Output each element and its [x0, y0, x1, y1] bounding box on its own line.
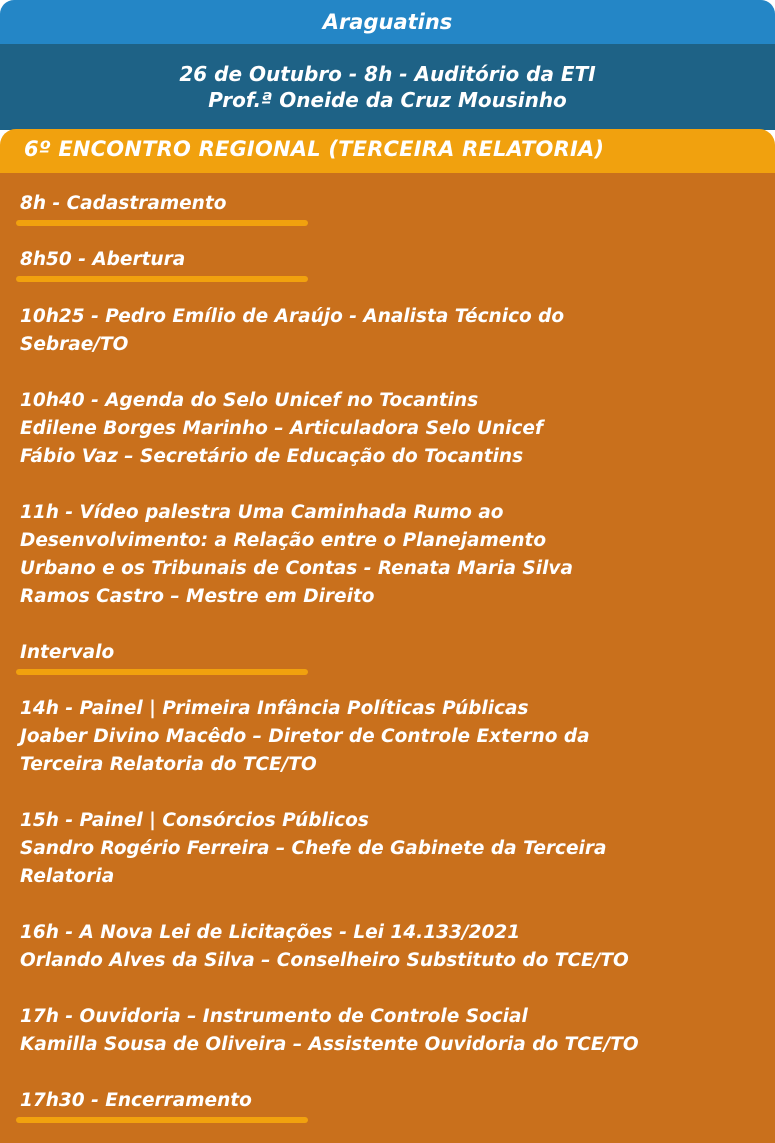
city-name: Araguatins — [322, 10, 453, 34]
item-underline — [16, 276, 308, 282]
event-info — [0, 44, 775, 130]
schedule-line: 17h30 - Encerramento — [20, 1090, 252, 1111]
schedule-line: Urbano e os Tribunais de Contas - Renata Maria Silva — [20, 558, 573, 579]
city-header — [0, 0, 775, 44]
schedule-line: Intervalo — [20, 642, 115, 663]
schedule-item — [20, 639, 765, 667]
schedule-line: 15h - Painel | Consórcios Públicos — [20, 810, 369, 831]
schedule-line: Fábio Vaz – Secretário de Educação do Tocantins — [20, 446, 524, 467]
item-underline — [16, 1117, 308, 1123]
schedule-line: Edilene Borges Marinho – Articuladora Selo Unicef — [20, 418, 544, 439]
schedule-item — [20, 387, 765, 471]
schedule-item — [20, 246, 765, 274]
schedule-line: 8h - Cadastramento — [20, 193, 227, 214]
schedule-line: Ramos Castro – Mestre em Direito — [20, 586, 375, 607]
schedule-line: Sandro Rogério Ferreira – Chefe de Gabinete da Terceira — [20, 838, 607, 859]
schedule-line: 14h - Painel | Primeira Infância Políticas Públicas — [20, 698, 529, 719]
schedule-line: Relatoria — [20, 866, 115, 887]
schedule-item — [20, 695, 765, 779]
item-underline — [16, 669, 308, 675]
schedule-line: Orlando Alves da Silva – Conselheiro Substituto do TCE/TO — [20, 950, 629, 971]
event-date-location: 26 de Outubro - 8h - Auditório da ETI — [179, 62, 596, 86]
schedule-line: Joaber Divino Macêdo – Diretor de Controle Externo da — [20, 726, 590, 747]
schedule-line: 16h - A Nova Lei de Licitações - Lei 14.133/2021 — [20, 922, 521, 943]
schedule-item — [20, 303, 765, 359]
item-underline — [16, 220, 308, 226]
schedule-line: Terceira Relatoria do TCE/TO — [20, 754, 317, 775]
schedule-item — [20, 919, 765, 975]
schedule-item — [20, 1087, 765, 1115]
schedule-line: 17h - Ouvidoria – Instrumento de Controle Social — [20, 1006, 528, 1027]
schedule-item — [20, 807, 765, 891]
schedule-line: Desenvolvimento: a Relação entre o Planejamento — [20, 530, 547, 551]
event-title-tab — [0, 129, 775, 173]
schedule-line: 11h - Vídeo palestra Uma Caminhada Rumo ao — [20, 502, 504, 523]
schedule-line: 8h50 - Abertura — [20, 249, 186, 270]
event-venue: Prof.ª Oneide da Cruz Mousinho — [208, 88, 567, 112]
event-title: 6º ENCONTRO REGIONAL (TERCEIRA RELATORIA) — [24, 137, 605, 161]
schedule-line: 10h40 - Agenda do Selo Unicef no Tocantins — [20, 390, 479, 411]
schedule-item — [20, 1003, 765, 1059]
schedule-line: 10h25 - Pedro Emílio de Araújo - Analista Técnico do — [20, 306, 565, 327]
schedule-line: Kamilla Sousa de Oliveira – Assistente Ouvidoria do TCE/TO — [20, 1034, 639, 1055]
schedule-item — [20, 499, 765, 611]
schedule-line: Sebrae/TO — [20, 334, 129, 355]
schedule-item — [20, 190, 765, 218]
